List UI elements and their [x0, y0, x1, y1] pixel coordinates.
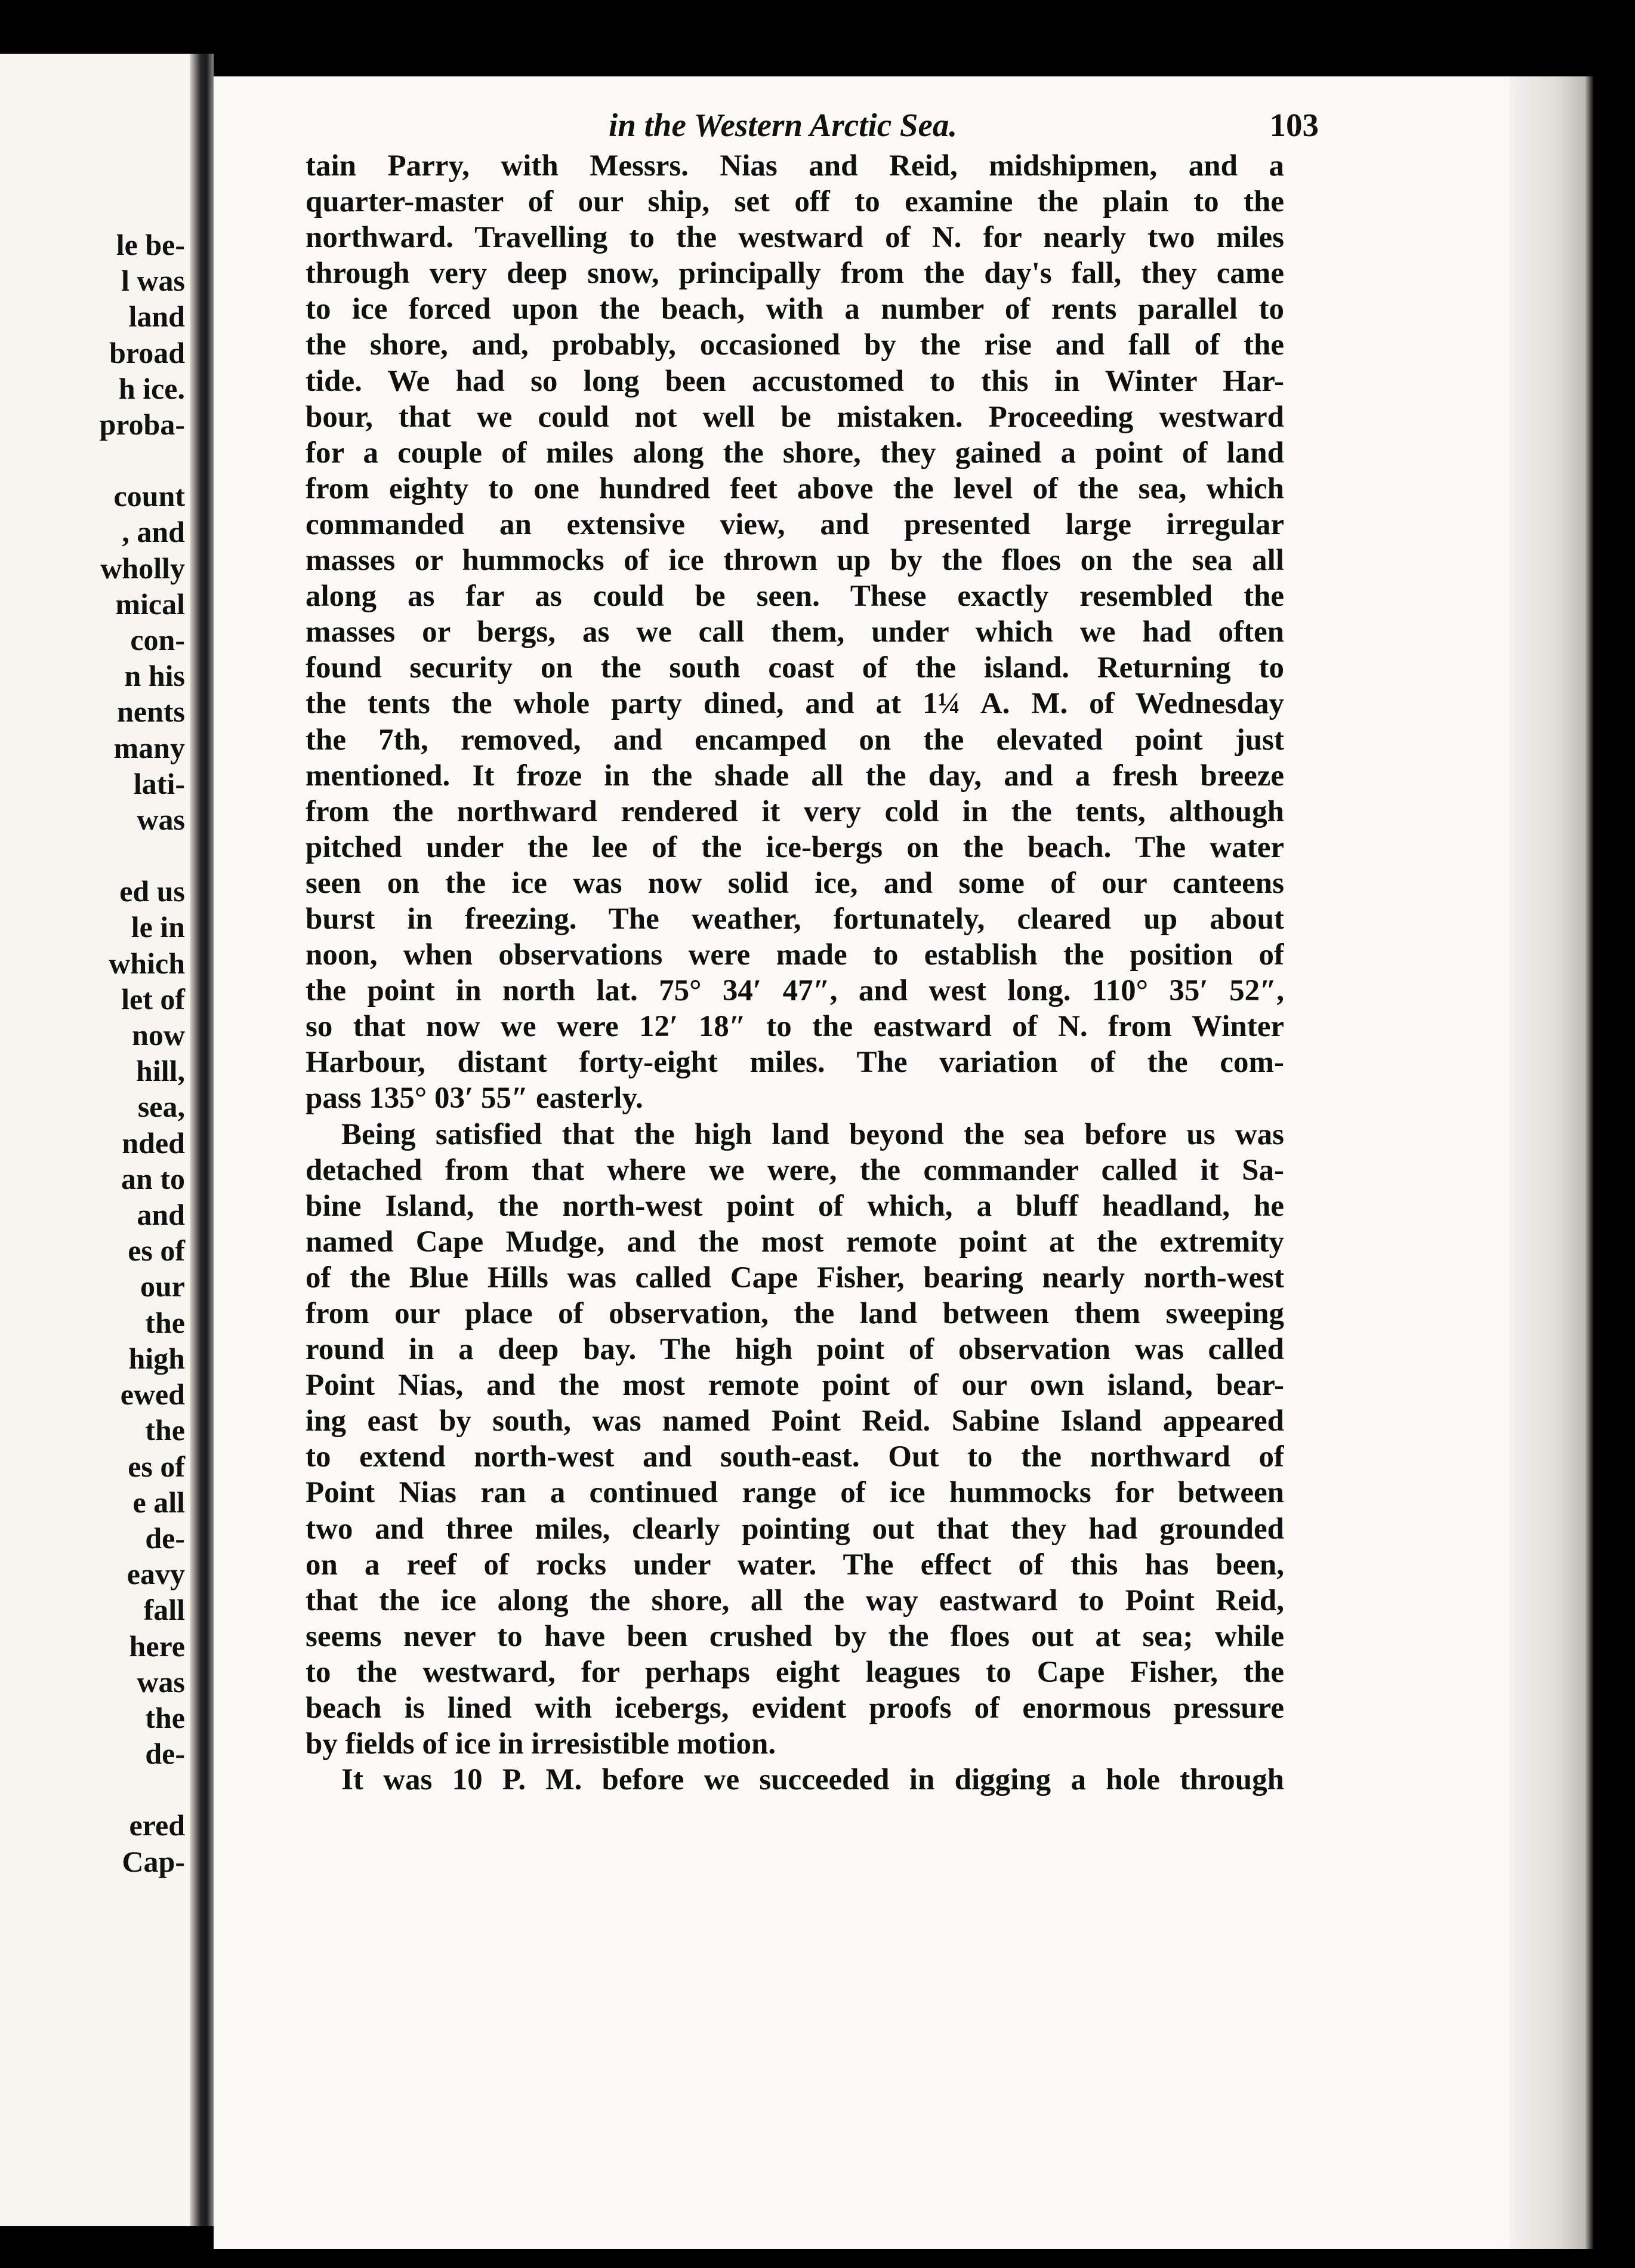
facing-page-line: and — [137, 1198, 185, 1232]
text-line: pass 135° 03′ 55″ easterly. — [306, 1081, 643, 1115]
facing-page-line: count — [113, 479, 185, 513]
facing-page-line: ed us — [119, 874, 185, 908]
text-line: masses or bergs, as we call them, under which we had often — [306, 615, 1284, 649]
facing-page-line: here — [129, 1629, 185, 1663]
facing-page-line: the — [145, 1700, 185, 1734]
facing-page-line: which — [109, 946, 185, 980]
facing-page-line: l was — [121, 264, 185, 298]
facing-page-line: h ice. — [118, 371, 185, 405]
text-line: seems never to have been crushed by the floes out at sea; while — [306, 1619, 1284, 1653]
text-line: to the westward, for perhaps eight leagues to Cape Fisher, the — [306, 1655, 1284, 1689]
text-line: so that now we were 12′ 18″ to the eastward of N. from Winter — [306, 1010, 1284, 1044]
page-edge — [1510, 76, 1593, 2249]
text-line: bine Island, the north-west point of which, a bluff headland, he — [306, 1189, 1284, 1223]
facing-page-line: mical — [115, 587, 185, 621]
text-line: the point in north lat. 75° 34′ 47″, and west long. 110° 35′ 52″, — [306, 974, 1284, 1008]
text-line: by fields of ice in irresistible motion. — [306, 1727, 776, 1761]
text-line: through very deep snow, principally from the day's fall, they came — [306, 257, 1284, 291]
facing-page-line: was — [137, 1665, 185, 1699]
text-line: Point Nias ran a continued range of ice hummocks for between — [306, 1476, 1284, 1510]
text-line: quarter-master of our ship, set off to examine the plain to the — [306, 185, 1284, 219]
text-line: masses or hummocks of ice thrown up by the floes on the sea all — [306, 544, 1284, 578]
text-line: the tents the whole party dined, and at 1¼ A. M. of Wednesday — [306, 687, 1284, 721]
facing-page-line: lati- — [133, 766, 185, 800]
paragraph-gap — [0, 837, 185, 873]
facing-page-line: let of — [121, 982, 185, 1016]
text-line: that the ice along the shore, all the way eastward to Point Reid, — [306, 1583, 1284, 1617]
facing-page-line: de- — [145, 1737, 185, 1771]
text-line: mentioned. It froze in the shade all the day, and a fresh breeze — [306, 759, 1284, 793]
text-line: found security on the south coast of the island. Returning to — [306, 651, 1284, 685]
facing-page-line: ewed — [120, 1378, 185, 1412]
facing-page-line: sea, — [137, 1090, 185, 1124]
facing-page-line: now — [132, 1018, 185, 1052]
page-number: 103 — [1269, 107, 1319, 143]
text-line: two and three miles, clearly pointing out that they had grounded — [306, 1512, 1284, 1546]
text-line: burst in freezing. The weather, fortunately, cleared up about — [306, 902, 1284, 936]
page-header — [609, 106, 1319, 148]
facing-page-line: eavy — [127, 1557, 185, 1591]
facing-page-line: ered — [129, 1808, 185, 1842]
paragraph-gap — [0, 442, 185, 478]
facing-page-text — [0, 227, 185, 1879]
facing-page-line: wholly — [100, 551, 185, 585]
facing-page-line: de- — [145, 1521, 185, 1555]
facing-page-line: our — [140, 1269, 185, 1304]
facing-page-line: n his — [124, 659, 185, 693]
text-line: noon, when observations were made to establish the position of — [306, 938, 1284, 972]
facing-page-line: proba- — [99, 408, 185, 442]
text-line: Harbour, distant forty-eight miles. The variation of the com- — [306, 1046, 1284, 1080]
text-line: Being satisfied that the high land beyond the sea before us was — [341, 1117, 1284, 1151]
text-line: tain Parry, with Messrs. Nias and Reid, midshipmen, and a — [306, 149, 1284, 183]
text-line: pitched under the lee of the ice-bergs on the beach. The water — [306, 830, 1284, 864]
paragraph-gap — [0, 1771, 185, 1807]
facing-page-line: an to — [121, 1161, 185, 1195]
facing-page-line: Cap- — [122, 1844, 185, 1878]
facing-page-line: nded — [122, 1126, 185, 1160]
facing-page-line: e all — [132, 1485, 185, 1519]
facing-page-line: many — [113, 731, 185, 765]
facing-page-line: the — [145, 1413, 185, 1447]
text-line: the 7th, removed, and encamped on the elevated point just — [306, 723, 1284, 757]
facing-page-line: land — [128, 300, 185, 334]
text-line: for a couple of miles along the shore, they gained a point of land — [306, 436, 1284, 470]
facing-page-line: fall — [143, 1593, 185, 1627]
text-line: along as far as could be seen. These exactly resembled the — [306, 580, 1284, 614]
facing-page-line: es of — [128, 1234, 185, 1268]
text-line: from the northward rendered it very cold in the tents, although — [306, 794, 1284, 828]
book-gutter — [190, 54, 214, 2226]
text-line: on a reef of rocks under water. The effect of this has been, — [306, 1548, 1284, 1582]
text-line: tide. We had so long been accustomed to this in Winter Har- — [306, 364, 1284, 398]
text-line: of the Blue Hills was called Cape Fisher, bearing nearly north-west — [306, 1261, 1284, 1295]
facing-page-line: was — [137, 803, 185, 837]
text-line: round in a deep bay. The high point of observation was called — [306, 1333, 1284, 1367]
facing-page-line: high — [128, 1341, 185, 1375]
facing-page-line: hill, — [136, 1054, 185, 1088]
text-line: from eighty to one hundred feet above the level of the sea, which — [306, 472, 1284, 506]
facing-page-line: nents — [117, 695, 185, 729]
facing-page-line: con- — [130, 623, 185, 657]
text-line: It was 10 P. M. before we succeeded in digging a hole through — [341, 1763, 1284, 1797]
facing-page-line: the — [145, 1305, 185, 1339]
facing-page — [0, 54, 190, 2226]
text-line: named Cape Mudge, and the most remote point at the extremity — [306, 1225, 1284, 1259]
text-line: the shore, and, probably, occasioned by the rise and fall of the — [306, 328, 1284, 362]
facing-page-line: le in — [131, 910, 185, 944]
text-line: commanded an extensive view, and presented large irregular — [306, 507, 1284, 541]
facing-page-line: es of — [128, 1449, 185, 1483]
facing-page-line: broad — [109, 335, 185, 369]
text-line: to extend north-west and south-east. Out to the northward of — [306, 1440, 1284, 1474]
text-line: ing east by south, was named Point Reid. Sabine Island appeared — [306, 1404, 1284, 1438]
running-head: in the Western Arctic Sea. — [609, 107, 958, 143]
body-text — [306, 148, 1284, 1798]
text-line: beach is lined with icebergs, evident proofs of enormous pressure — [306, 1691, 1284, 1725]
facing-page-line: le be- — [116, 228, 185, 261]
text-line: from our place of observation, the land between them sweeping — [306, 1297, 1284, 1330]
text-line: to ice forced upon the beach, with a number of rents parallel to — [306, 292, 1284, 326]
text-line: seen on the ice was now solid ice, and some of our canteens — [306, 866, 1284, 900]
text-line: Point Nias, and the most remote point of our own island, bear- — [306, 1369, 1284, 1403]
facing-page-line: , and — [122, 515, 185, 549]
text-line: northward. Travelling to the westward of N. for nearly two miles — [306, 221, 1284, 255]
text-line: bour, that we could not well be mistaken. Proceeding westward — [306, 400, 1284, 434]
text-line: detached from that where we were, the commander called it Sa- — [306, 1153, 1284, 1187]
